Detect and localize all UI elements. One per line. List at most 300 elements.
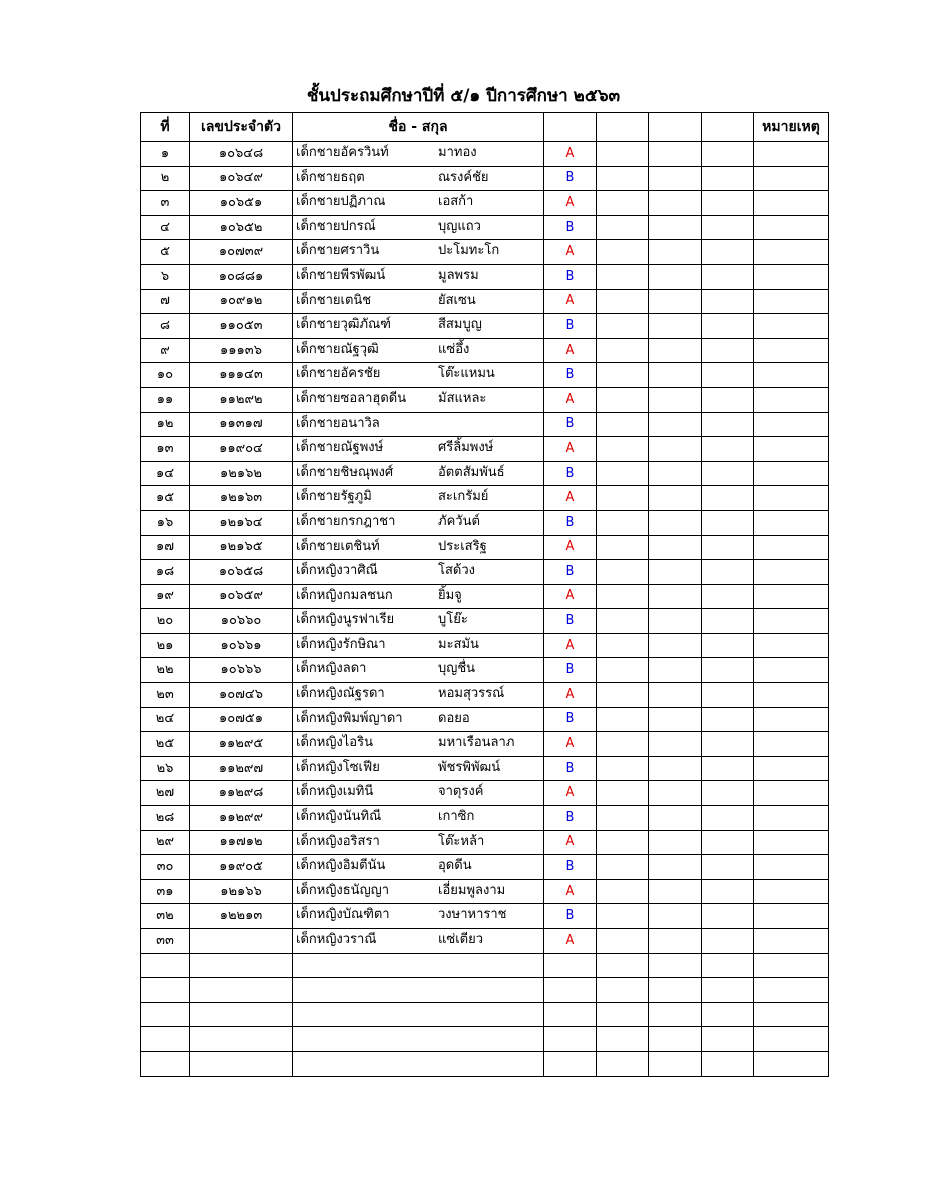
student-last-name: มาทอง xyxy=(438,145,477,160)
student-number: ๔ xyxy=(141,215,190,240)
remark-cell xyxy=(754,461,829,486)
blank-cell xyxy=(597,535,649,560)
student-last-name: เกาซิก xyxy=(438,809,475,825)
header-blank-2 xyxy=(597,113,649,142)
table-row xyxy=(141,830,829,855)
student-first-name: เด็กหญิงธนัญญา xyxy=(296,882,390,898)
remark-cell xyxy=(754,535,829,560)
student-last-name: ประเสริฐ xyxy=(438,538,487,554)
student-last-name: โสด้วง xyxy=(438,563,476,579)
student-group: B xyxy=(544,510,597,535)
student-id: ๑๒๑๖๔ xyxy=(190,510,293,535)
student-number: ๒๘ xyxy=(141,806,190,831)
blank-cell xyxy=(649,879,702,904)
student-first-name: เด็กหญิงเมทินี xyxy=(296,784,374,800)
blank-cell xyxy=(649,855,702,880)
blank-cell xyxy=(754,1027,829,1052)
student-group: B xyxy=(544,363,597,388)
student-group: A xyxy=(544,142,597,167)
student-first-name: เด็กหญิงบัณฑิตา xyxy=(296,907,390,923)
table-row xyxy=(141,437,829,462)
table-row xyxy=(141,510,829,535)
student-number: ๑ xyxy=(141,142,190,167)
student-first-name: เด็กชายพีรพัฒน์ xyxy=(296,267,386,283)
blank-cell xyxy=(597,461,649,486)
blank-cell xyxy=(649,314,702,339)
student-first-name: เด็กหญิงวราณี xyxy=(296,932,377,947)
student-first-name: เด็กหญิงกมลชนก xyxy=(296,587,393,603)
table-row xyxy=(141,486,829,511)
student-id: ๑๐๗๓๙ xyxy=(190,240,293,265)
student-first-name: เด็กหญิงอิมตีนัน xyxy=(296,858,386,874)
table-row xyxy=(141,633,829,658)
remark-cell xyxy=(754,166,829,191)
student-id: ๑๐๘๘๑ xyxy=(190,264,293,289)
student-id: ๑๐๖๕๑ xyxy=(190,191,293,216)
student-first-name: เด็กชายกรกฎาชา xyxy=(296,513,396,529)
blank-cell xyxy=(597,830,649,855)
remark-cell xyxy=(754,338,829,363)
blank-cell xyxy=(649,560,702,585)
student-last-name: มะสมัน xyxy=(438,636,479,652)
blank-cell xyxy=(597,929,649,954)
student-id: ๑๐๖๔๙ xyxy=(190,166,293,191)
blank-cell xyxy=(597,437,649,462)
student-first-name: เด็กชายวุฒิภัณฑ์ xyxy=(296,317,391,333)
blank-cell xyxy=(649,166,702,191)
blank-cell xyxy=(702,830,754,855)
student-number: ๓๐ xyxy=(141,855,190,880)
student-last-name: แซ่เตียว xyxy=(438,932,484,947)
student-id: ๑๐๗๔๖ xyxy=(190,683,293,708)
student-first-name: เด็กชายรัฐภูมิ xyxy=(296,489,372,505)
student-name xyxy=(293,461,544,486)
student-group: B xyxy=(544,215,597,240)
table-row xyxy=(141,142,829,167)
blank-cell xyxy=(702,658,754,683)
blank-cell xyxy=(702,363,754,388)
blank-cell xyxy=(597,1051,649,1076)
student-number: ๘ xyxy=(141,314,190,339)
student-last-name: หอมสุวรรณ์ xyxy=(438,686,505,702)
header-remark: หมายเหตุ xyxy=(754,113,829,142)
blank-cell xyxy=(702,855,754,880)
blank-cell xyxy=(544,1051,597,1076)
blank-cell xyxy=(544,953,597,978)
remark-cell xyxy=(754,240,829,265)
blank-cell xyxy=(702,879,754,904)
remark-cell xyxy=(754,289,829,314)
student-first-name: เด็กชายปฏิภาณ xyxy=(296,194,386,210)
blank-cell xyxy=(754,1002,829,1027)
header-blank-3 xyxy=(649,113,702,142)
student-last-name: จาตุรงค์ xyxy=(438,784,484,800)
student-name xyxy=(293,412,544,437)
student-last-name: โต๊ะหล้า xyxy=(438,833,485,849)
blank-cell xyxy=(702,781,754,806)
table-row xyxy=(141,412,829,437)
student-group: B xyxy=(544,904,597,929)
remark-cell xyxy=(754,363,829,388)
empty-row xyxy=(141,953,829,978)
student-last-name: เอี่ยมพูลงาม xyxy=(438,882,506,898)
student-group: B xyxy=(544,756,597,781)
roster-body xyxy=(141,142,829,1077)
student-first-name: เด็กชายซอลาฮุดดีน xyxy=(296,390,407,406)
student-last-name: อัตตสัมพันธ์ xyxy=(438,464,505,480)
student-id: ๑๑๒๙๗ xyxy=(190,756,293,781)
blank-cell xyxy=(597,1002,649,1027)
blank-cell xyxy=(597,314,649,339)
student-group: A xyxy=(544,879,597,904)
table-row xyxy=(141,240,829,265)
header-id: เลขประจำตัว xyxy=(190,113,293,142)
blank-cell xyxy=(649,338,702,363)
student-name xyxy=(293,879,544,904)
table-row xyxy=(141,289,829,314)
student-number: ๒๙ xyxy=(141,830,190,855)
student-number: ๒๓ xyxy=(141,683,190,708)
blank-cell xyxy=(649,978,702,1003)
student-id: ๑๑๒๙๒ xyxy=(190,387,293,412)
student-name xyxy=(293,707,544,732)
blank-cell xyxy=(141,1027,190,1052)
student-group: A xyxy=(544,486,597,511)
blank-cell xyxy=(597,560,649,585)
remark-cell xyxy=(754,830,829,855)
student-group: A xyxy=(544,191,597,216)
empty-row xyxy=(141,1002,829,1027)
blank-cell xyxy=(649,191,702,216)
student-first-name: เด็กชายณัฐพงษ์ xyxy=(296,440,384,456)
student-last-name: บูโย๊ะ xyxy=(438,612,468,628)
table-row xyxy=(141,584,829,609)
header-name: ชื่อ - สกุล xyxy=(293,113,544,142)
remark-cell xyxy=(754,929,829,954)
blank-cell xyxy=(141,1051,190,1076)
student-last-name: ภัควันต์ xyxy=(438,513,480,529)
student-first-name: เด็กหญิงนันทิณี xyxy=(296,809,382,825)
student-last-name: โต๊ะแหมน xyxy=(438,366,495,382)
blank-cell xyxy=(754,978,829,1003)
blank-cell xyxy=(649,633,702,658)
student-number: ๒ xyxy=(141,166,190,191)
student-id: ๑๑๑๓๖ xyxy=(190,338,293,363)
student-group: B xyxy=(544,264,597,289)
student-id: ๑๐๗๕๑ xyxy=(190,707,293,732)
header-blank-4 xyxy=(702,113,754,142)
student-last-name: แซ่อึ้ง xyxy=(438,341,470,357)
blank-cell xyxy=(702,609,754,634)
student-first-name: เด็กหญิงนูรฟาเรีย xyxy=(296,612,395,628)
student-last-name: สะเกรัมย์ xyxy=(438,489,489,505)
table-row xyxy=(141,658,829,683)
blank-cell xyxy=(190,1002,293,1027)
blank-cell xyxy=(649,584,702,609)
remark-cell xyxy=(754,781,829,806)
student-id xyxy=(190,929,293,954)
student-group: A xyxy=(544,732,597,757)
blank-cell xyxy=(702,1027,754,1052)
blank-cell xyxy=(649,142,702,167)
student-first-name: เด็กชายชิษณุพงศ์ xyxy=(296,464,394,480)
blank-cell xyxy=(544,978,597,1003)
student-first-name: เด็กชายอนาวิล xyxy=(296,415,380,431)
blank-cell xyxy=(702,215,754,240)
student-id: ๑๐๖๖๐ xyxy=(190,609,293,634)
blank-cell xyxy=(649,486,702,511)
remark-cell xyxy=(754,437,829,462)
student-first-name: เด็กหญิงพิมพ์ญาดา xyxy=(296,710,403,726)
student-number: ๒๔ xyxy=(141,707,190,732)
remark-cell xyxy=(754,264,829,289)
student-group: A xyxy=(544,338,597,363)
student-group: A xyxy=(544,387,597,412)
student-last-name: มูลพรม xyxy=(438,267,479,283)
blank-cell xyxy=(702,953,754,978)
student-id: ๑๐๖๕๒ xyxy=(190,215,293,240)
blank-cell xyxy=(190,1051,293,1076)
student-name xyxy=(293,166,544,191)
table-row xyxy=(141,191,829,216)
header-no: ที่ xyxy=(141,113,190,142)
remark-cell xyxy=(754,142,829,167)
blank-cell xyxy=(293,953,544,978)
table-row xyxy=(141,707,829,732)
blank-cell xyxy=(702,1051,754,1076)
student-last-name: สีสมบูญ xyxy=(438,317,482,333)
blank-cell xyxy=(293,1051,544,1076)
blank-cell xyxy=(649,609,702,634)
student-number: ๒๕ xyxy=(141,732,190,757)
remark-cell xyxy=(754,707,829,732)
student-first-name: เด็กชายเตนิช xyxy=(296,292,372,308)
student-number: ๖ xyxy=(141,264,190,289)
student-group: A xyxy=(544,289,597,314)
student-name xyxy=(293,756,544,781)
blank-cell xyxy=(649,953,702,978)
empty-row xyxy=(141,1051,829,1076)
blank-cell xyxy=(293,1002,544,1027)
student-first-name: เด็กชายธฤต xyxy=(296,169,365,185)
blank-cell xyxy=(597,978,649,1003)
blank-cell xyxy=(544,1002,597,1027)
student-id: ๑๒๒๑๓ xyxy=(190,904,293,929)
student-id: ๑๒๑๖๕ xyxy=(190,535,293,560)
blank-cell xyxy=(702,732,754,757)
blank-cell xyxy=(597,633,649,658)
student-group: B xyxy=(544,806,597,831)
student-id: ๑๒๑๖๒ xyxy=(190,461,293,486)
blank-cell xyxy=(597,953,649,978)
student-name xyxy=(293,683,544,708)
table-row xyxy=(141,879,829,904)
blank-cell xyxy=(649,535,702,560)
blank-cell xyxy=(293,1027,544,1052)
student-name xyxy=(293,830,544,855)
student-id: ๑๐๖๖๑ xyxy=(190,633,293,658)
blank-cell xyxy=(649,683,702,708)
blank-cell xyxy=(597,166,649,191)
student-name xyxy=(293,437,544,462)
blank-cell xyxy=(597,609,649,634)
student-id: ๑๐๖๕๘ xyxy=(190,560,293,585)
student-number: ๓๓ xyxy=(141,929,190,954)
blank-cell xyxy=(702,314,754,339)
student-group: B xyxy=(544,609,597,634)
student-group: B xyxy=(544,461,597,486)
student-id: ๑๑๒๙๘ xyxy=(190,781,293,806)
remark-cell xyxy=(754,510,829,535)
blank-cell xyxy=(649,1002,702,1027)
blank-cell xyxy=(649,461,702,486)
student-last-name: มหาเรือนลาภ xyxy=(438,735,515,751)
student-number: ๕ xyxy=(141,240,190,265)
table-row xyxy=(141,264,829,289)
student-name xyxy=(293,609,544,634)
blank-cell xyxy=(702,560,754,585)
blank-cell xyxy=(649,437,702,462)
student-number: ๒๖ xyxy=(141,756,190,781)
student-name xyxy=(293,806,544,831)
table-row xyxy=(141,535,829,560)
blank-cell xyxy=(702,264,754,289)
student-number: ๗ xyxy=(141,289,190,314)
student-id: ๑๐๙๑๒ xyxy=(190,289,293,314)
student-name xyxy=(293,314,544,339)
student-group: A xyxy=(544,781,597,806)
student-name xyxy=(293,338,544,363)
table-row xyxy=(141,781,829,806)
blank-cell xyxy=(597,707,649,732)
student-id: ๑๑๒๙๙ xyxy=(190,806,293,831)
table-row xyxy=(141,363,829,388)
blank-cell xyxy=(702,683,754,708)
table-row xyxy=(141,166,829,191)
blank-cell xyxy=(702,412,754,437)
student-name xyxy=(293,363,544,388)
blank-cell xyxy=(141,978,190,1003)
remark-cell xyxy=(754,756,829,781)
student-last-name: บุญชื่น xyxy=(438,661,476,677)
student-group: A xyxy=(544,240,597,265)
blank-cell xyxy=(649,1051,702,1076)
remark-cell xyxy=(754,732,829,757)
student-id: ๑๐๖๔๘ xyxy=(190,142,293,167)
header-blank-1 xyxy=(544,113,597,142)
student-id: ๑๑๐๕๓ xyxy=(190,314,293,339)
blank-cell xyxy=(597,584,649,609)
student-id: ๑๑๙๐๔ xyxy=(190,437,293,462)
student-group: A xyxy=(544,830,597,855)
remark-cell xyxy=(754,215,829,240)
student-id: ๑๑๒๙๕ xyxy=(190,732,293,757)
table-row xyxy=(141,314,829,339)
table-header-row xyxy=(141,113,829,142)
student-first-name: เด็กชายณัฐวุฒิ xyxy=(296,341,379,357)
blank-cell xyxy=(649,929,702,954)
blank-cell xyxy=(702,387,754,412)
student-id: ๑๑๓๑๗ xyxy=(190,412,293,437)
student-first-name: เด็กหญิงวาศิณี xyxy=(296,563,378,579)
blank-cell xyxy=(702,191,754,216)
blank-cell xyxy=(702,633,754,658)
student-number: ๑๖ xyxy=(141,510,190,535)
blank-cell xyxy=(649,387,702,412)
student-name xyxy=(293,240,544,265)
blank-cell xyxy=(702,584,754,609)
table-row xyxy=(141,387,829,412)
student-id: ๑๐๖๕๙ xyxy=(190,584,293,609)
student-first-name: เด็กชายเตชินท์ xyxy=(296,538,380,554)
blank-cell xyxy=(702,166,754,191)
student-first-name: เด็กหญิงณัฐรดา xyxy=(296,686,385,702)
student-id: ๑๒๑๖๓ xyxy=(190,486,293,511)
blank-cell xyxy=(649,412,702,437)
student-last-name: พัชรพิพัฒน์ xyxy=(438,759,501,775)
blank-cell xyxy=(702,756,754,781)
table-row xyxy=(141,806,829,831)
student-number: ๑๙ xyxy=(141,584,190,609)
student-number: ๑๑ xyxy=(141,387,190,412)
student-number: ๑๔ xyxy=(141,461,190,486)
student-group: A xyxy=(544,584,597,609)
student-number: ๑๘ xyxy=(141,560,190,585)
student-name xyxy=(293,584,544,609)
student-group: B xyxy=(544,658,597,683)
student-first-name: เด็กชายอัครชัย xyxy=(296,366,381,382)
blank-cell xyxy=(597,756,649,781)
empty-row xyxy=(141,978,829,1003)
blank-cell xyxy=(597,1027,649,1052)
student-last-name: ยัสเซน xyxy=(438,292,476,308)
remark-cell xyxy=(754,633,829,658)
blank-cell xyxy=(702,978,754,1003)
student-first-name: เด็กชายอัครวินท์ xyxy=(296,145,389,160)
blank-cell xyxy=(649,904,702,929)
table-row xyxy=(141,338,829,363)
student-number: ๓๒ xyxy=(141,904,190,929)
table-row xyxy=(141,756,829,781)
student-id: ๑๐๖๖๖ xyxy=(190,658,293,683)
student-number: ๑๒ xyxy=(141,412,190,437)
remark-cell xyxy=(754,904,829,929)
student-group: A xyxy=(544,929,597,954)
student-group: A xyxy=(544,683,597,708)
student-last-name: ศรีลิ้มพงษ์ xyxy=(438,440,494,456)
blank-cell xyxy=(141,953,190,978)
blank-cell xyxy=(649,781,702,806)
blank-cell xyxy=(597,904,649,929)
student-number: ๒๗ xyxy=(141,781,190,806)
student-last-name: ดอยอ xyxy=(438,710,470,726)
student-last-name: เอสก้า xyxy=(438,194,474,210)
blank-cell xyxy=(190,1027,293,1052)
student-name xyxy=(293,855,544,880)
blank-cell xyxy=(597,264,649,289)
blank-cell xyxy=(544,1027,597,1052)
student-last-name: บุญแถว xyxy=(438,218,481,234)
blank-cell xyxy=(649,510,702,535)
student-last-name: วงษาหาราช xyxy=(438,907,507,923)
blank-cell xyxy=(597,215,649,240)
student-name xyxy=(293,486,544,511)
remark-cell xyxy=(754,387,829,412)
student-name xyxy=(293,191,544,216)
remark-cell xyxy=(754,658,829,683)
table-row xyxy=(141,560,829,585)
student-number: ๑๕ xyxy=(141,486,190,511)
